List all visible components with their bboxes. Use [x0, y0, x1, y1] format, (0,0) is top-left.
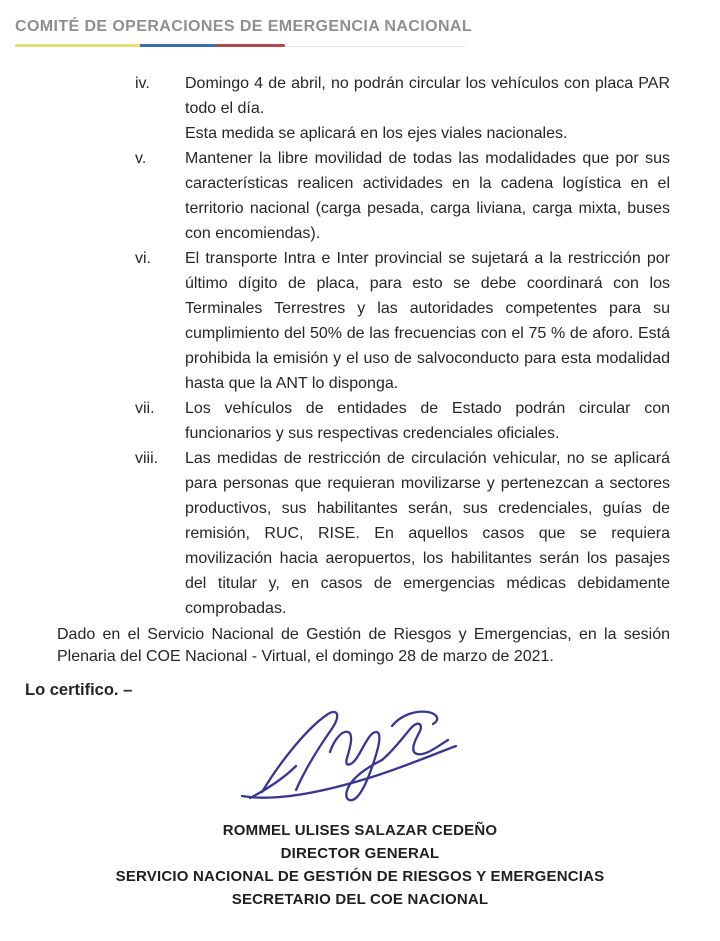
flag-blue-segment — [140, 44, 215, 47]
list-paragraph: Los vehículos de entidades de Estado podrán circular con funcionarios y sus respectivas credenciales oficiales. — [185, 400, 670, 442]
list-text — [185, 71, 670, 146]
signature-scribble — [232, 700, 482, 805]
certification-line: Lo certifico. – — [25, 681, 133, 699]
resolution-list — [135, 71, 670, 621]
list-item — [135, 446, 670, 621]
list-text — [185, 396, 670, 446]
signatory-title-service: SERVICIO NACIONAL DE GESTIÓN DE RIESGOS Y EMERGENCIAS — [115, 868, 605, 885]
list-item — [135, 246, 670, 396]
list-item — [135, 146, 670, 246]
list-text — [185, 246, 670, 396]
list-text — [185, 446, 670, 621]
list-text — [185, 146, 670, 246]
signatory-title-director: DIRECTOR GENERAL — [280, 845, 440, 862]
list-marker: v. — [135, 150, 147, 167]
list-marker: vi. — [135, 250, 151, 267]
list-paragraph: Las medidas de restricción de circulación vehicular, no se aplicará para personas que requieran movilizarse y pertenezcan a sectores productivos, sus habilitantes serán, sus credenciales, guías de remisión, RUC, RISE. En aquellos casos que se requiera movilización hacia aeropuertos, los habilitantes serán los pasajes del titular y, en casos de emergencias médicas debidamente comprobadas. — [185, 450, 670, 617]
header-title: COMITÉ DE OPERACIONES DE EMERGENCIA NACIONAL — [15, 18, 473, 35]
list-item — [135, 71, 670, 146]
list-paragraph: Domingo 4 de abril, no podrán circular los vehículos con placa PAR todo el día. — [185, 75, 670, 117]
list-item — [135, 396, 670, 446]
signatory-name: ROMMEL ULISES SALAZAR CEDEÑO — [222, 822, 498, 839]
list-marker: vii. — [135, 400, 155, 417]
ecuador-flag-bar — [15, 44, 285, 47]
list-marker: viii. — [135, 450, 159, 467]
signatory-title-secretary: SECRETARIO DEL COE NACIONAL — [231, 891, 489, 908]
list-paragraph: Esta medida se aplicará en los ejes viales nacionales. — [185, 125, 568, 142]
flag-yellow-segment — [15, 44, 140, 47]
signatory-block — [0, 819, 720, 911]
list-marker: iv. — [135, 75, 150, 92]
list-paragraph: El transporte Intra e Inter provincial se sujetará a la restricción por último dígito de placa, para esto se debe coordinará con los Terminales Terrestres y las autoridades competentes para su cumplimiento del 50% de las frecuencias con el 75 % de aforo. Está prohibida la emisión y el uso de salvoconducto para esta modalidad hasta que la ANT lo disponga. — [185, 250, 670, 392]
list-paragraph: Mantener la libre movilidad de todas las modalidades que por sus características realicen actividades en la cadena logística en el territorio nacional (carga pesada, carga liviana, carga mixta, buses con encomiendas). — [185, 150, 670, 242]
flag-red-segment — [215, 44, 285, 47]
closing-statement: Dado en el Servicio Nacional de Gestión de Riesgos y Emergencias, en la sesión Plenaria del COE Nacional - Virtual, el domingo 28 de marzo de 2021. — [57, 626, 670, 665]
